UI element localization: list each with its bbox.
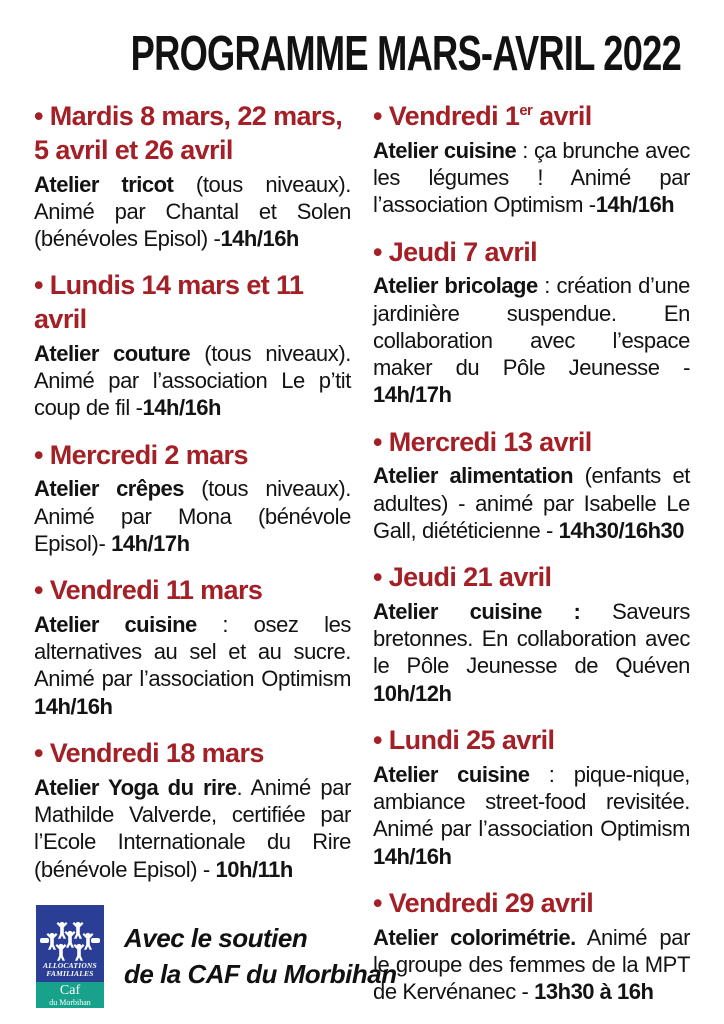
event-date	[373, 100, 690, 134]
support-line2: de la CAF du Morbihan	[124, 958, 397, 989]
event-date-text: 5 avril et 26 avril	[34, 134, 233, 165]
event-entry	[373, 426, 690, 545]
event-date	[373, 236, 690, 270]
program-column-right	[373, 100, 690, 1022]
page-title: PROGRAMME MARS-AVRIL 2022	[130, 27, 682, 81]
event-description-bold: Atelier cuisine :	[373, 598, 581, 624]
event-description-bold: 14h/16h	[595, 192, 675, 218]
caf-region-label: du Morbihan	[49, 997, 91, 1007]
event-date	[34, 737, 351, 771]
event-date	[373, 426, 690, 460]
event-description-text: (tous niveaux). Animé par l’association Le p’tit coup de fil -	[34, 340, 351, 421]
event-date-text: Vendredi 1	[388, 101, 520, 131]
event-date-text: Lundi 25 avril	[388, 724, 555, 755]
event-description-bold: Atelier cuisine	[34, 611, 197, 637]
event-date-text: avril	[532, 101, 592, 131]
event-description-bold: Atelier Yoga du rire	[34, 774, 237, 800]
event-entry	[373, 887, 690, 1006]
event-entry	[373, 724, 690, 870]
event-description	[373, 462, 690, 544]
event-date	[34, 574, 351, 608]
event-description	[34, 340, 351, 422]
title-container	[34, 22, 690, 86]
program-column-left	[34, 100, 351, 1022]
footer	[36, 905, 397, 1008]
event-description-text: (enfants et adultes) - animé par Isabelle Le Gall, diététicienne -	[373, 463, 690, 543]
event-description	[373, 137, 690, 219]
event-description-bold: Atelier bricolage	[373, 273, 538, 299]
event-entry	[34, 269, 351, 421]
event-description-bold: 14h/17h	[111, 530, 190, 556]
event-description	[34, 774, 351, 883]
event-description-bold: Atelier couture	[34, 340, 191, 366]
event-date-text: Jeudi 7 avril	[388, 236, 538, 267]
event-date-superscript: er	[519, 103, 533, 119]
event-description-bold: 13h30 à 16h	[534, 979, 654, 1005]
event-description	[373, 598, 690, 707]
event-description-text: Saveurs bretonnes. En collaboration avec le Pôle Jeunesse de Quéven	[373, 598, 690, 679]
event-description-bold: Atelier tricot	[34, 171, 174, 197]
event-description-text: . Animé par Mathilde Valverde, certifiée par l’Ecole Internationale du Rire (bénévole Episol) -	[34, 774, 351, 882]
event-entry	[373, 561, 690, 707]
event-entry	[373, 236, 690, 409]
event-description-bold: 14h30/16h30	[558, 517, 685, 543]
event-date-text: Mardis 8 mars, 22 mars,	[49, 101, 343, 131]
caf-people-icon	[40, 920, 100, 962]
event-date-text: Mercredi 2 mars	[49, 439, 248, 470]
event-description-bold: Atelier crêpes	[34, 476, 185, 502]
event-date	[34, 269, 351, 337]
event-description-bold: 14h/16h	[220, 226, 299, 252]
event-description	[34, 611, 351, 720]
event-description-text: (tous niveaux). Animé par Chantal et Solen (bénévoles Episol) -	[34, 171, 351, 252]
caf-allocations-line2: FAMILIALES	[46, 969, 94, 979]
event-date-text: Vendredi 18 mars	[49, 737, 264, 768]
event-entry	[373, 100, 690, 219]
event-description-bold: 10h/12h	[373, 680, 452, 706]
event-entry	[34, 574, 351, 720]
event-date-text: Lundis 14 mars et 11 avril	[34, 270, 304, 335]
event-date-text: Vendredi 11 mars	[49, 575, 263, 606]
program-columns	[34, 100, 690, 1022]
caf-allocations-label	[43, 962, 97, 979]
event-description-text: (tous niveaux). Animé par Mona (bénévole Episol)-	[34, 476, 351, 556]
event-description	[373, 272, 690, 408]
caf-logo-green-panel	[36, 982, 104, 1008]
event-description-bold: Atelier colorimétrie.	[373, 924, 576, 950]
event-description-text: : ça brunche avec les légumes ! Animé par l’association Optimism -	[373, 137, 690, 218]
event-date	[373, 561, 690, 595]
caf-logo-blue-panel	[36, 905, 104, 982]
event-description-bold: Atelier alimentation	[373, 463, 574, 489]
event-entry	[34, 737, 351, 883]
event-description-text: Animé par le groupe des femmes de la MPT de Kervénanec -	[373, 924, 690, 1005]
event-date	[34, 100, 351, 168]
event-description-bold: 10h/11h	[215, 856, 293, 882]
event-description-text: : osez les alternatives au sel et au sucre. Animé par l’association Optimism	[34, 611, 351, 692]
event-date-text: Jeudi 21 avril	[388, 562, 552, 593]
event-date	[34, 439, 351, 473]
event-description	[34, 171, 351, 253]
support-line1: Avec le soutien	[124, 923, 308, 954]
caf-logo	[36, 905, 104, 1008]
event-entry	[34, 439, 351, 558]
event-date	[373, 724, 690, 758]
event-description-text: : pique-nique, ambiance street-food revisitée. Animé par l’association Optimism	[373, 761, 691, 842]
event-description-bold: 14h/16h	[373, 843, 452, 869]
event-entry	[34, 100, 351, 252]
event-description-bold: Atelier cuisine	[373, 137, 517, 163]
event-description-bold: 14h/16h	[34, 693, 113, 719]
event-date-text: Mercredi 13 avril	[388, 426, 592, 457]
event-description-text: : création d’une jardinière suspendue. En collaboration avec l’espace maker du Pôle Jeunesse -	[373, 273, 690, 381]
event-date-text: Vendredi 29 avril	[388, 887, 594, 918]
event-description	[373, 924, 690, 1006]
event-description-bold: 14h/16h	[142, 395, 221, 421]
caf-allocations-line1: ALLOCATIONS	[43, 960, 97, 970]
event-description-bold: 14h/17h	[373, 382, 452, 408]
event-description	[373, 761, 690, 870]
event-date	[373, 887, 690, 921]
support-text	[124, 921, 397, 991]
caf-name-label: Caf	[59, 982, 81, 998]
event-description-bold: Atelier cuisine	[373, 761, 530, 787]
event-description	[34, 475, 351, 557]
